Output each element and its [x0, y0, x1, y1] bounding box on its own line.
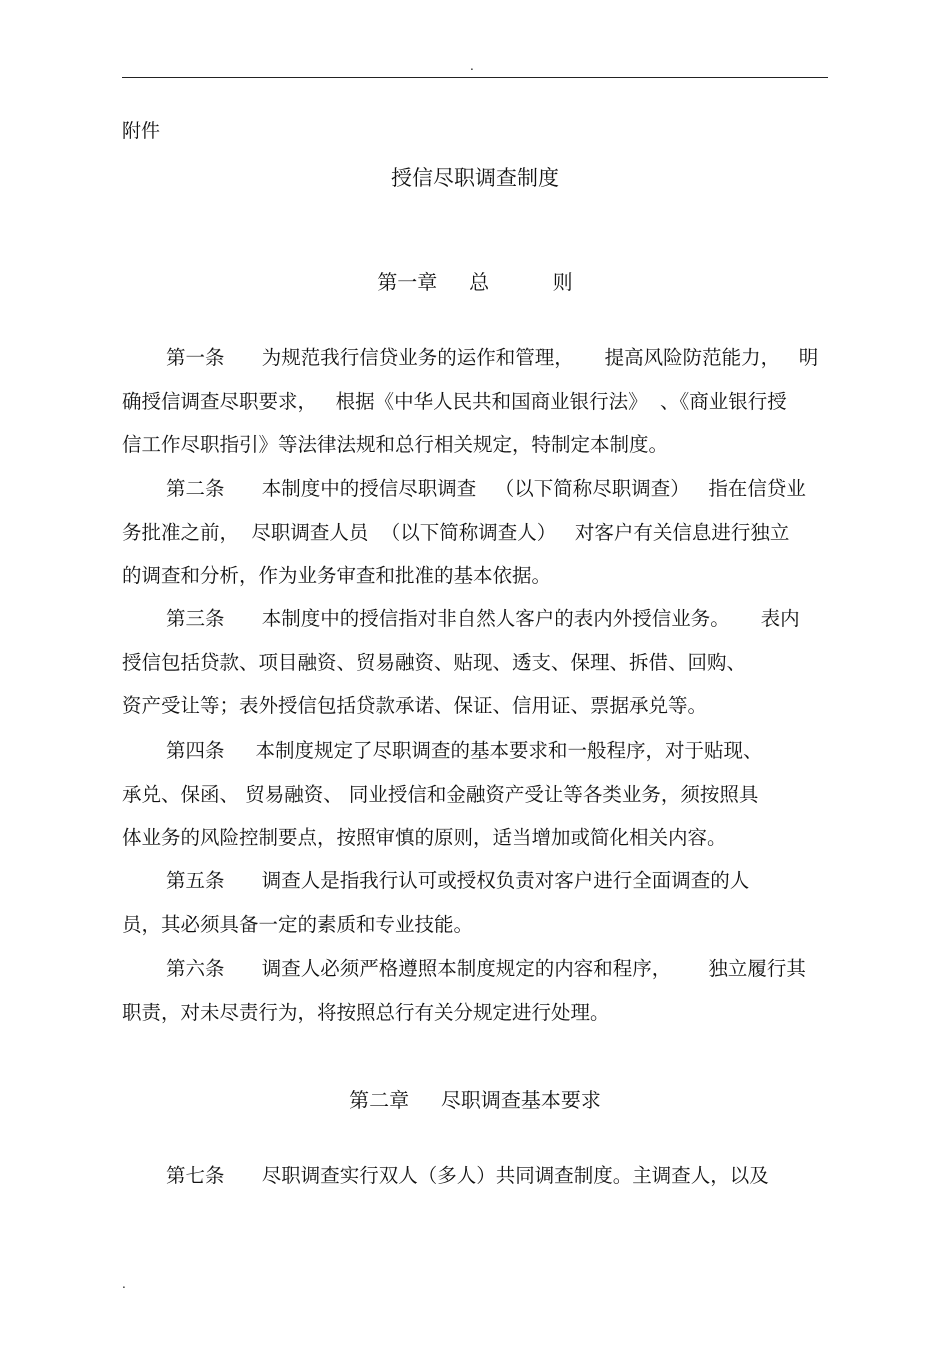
- article-line: 第五条 调查人是指我行认可或授权负责对客户进行全面调查的人: [166, 869, 750, 892]
- article-6: [122, 947, 842, 1034]
- article-2: [122, 467, 842, 598]
- article-line: 第一条 为规范我行信贷业务的运作和管理， 提高风险防范能力， 明: [166, 346, 819, 369]
- document-title: 授信尽职调查制度: [391, 166, 559, 190]
- article-5: [122, 859, 842, 946]
- article-line: 员，其必须具备一定的素质和专业技能。: [122, 912, 474, 936]
- article-4: [122, 729, 842, 860]
- article-3: [122, 597, 842, 728]
- article-line: 第七条 尽职调查实行双人（多人）共同调查制度。主调查人，以及: [166, 1164, 769, 1187]
- article-7: [122, 1154, 842, 1198]
- article-line: 第四条 本制度规定了尽职调查的基本要求和一般程序，对于贴现、: [166, 739, 763, 762]
- chapter-1-heading: 第一章 总 则: [377, 270, 573, 294]
- article-line: 资产受让等；表外授信包括贷款承诺、保证、信用证、票据承兑等。: [122, 694, 708, 717]
- footer-dot: .: [122, 1277, 126, 1291]
- article-line: 信工作尽职指引》等法律法规和总行相关规定，特制定本制度。: [122, 433, 669, 456]
- article-line: 体业务的风险控制要点，按照审慎的原则，适当增加或简化相关内容。: [122, 826, 727, 849]
- article-line: 第六条 调查人必须严格遵照本制度规定的内容和程序， 独立履行其: [166, 957, 806, 980]
- article-line: 第三条 本制度中的授信指对非自然人客户的表内外授信业务。 表内: [166, 607, 800, 630]
- header-rule: [122, 77, 828, 78]
- article-line: 务批准之前， 尽职调查人员 （以下简称调查人） 对客户有关信息进行独立: [122, 520, 790, 544]
- article-line: 承兑、保函、 贸易融资、 同业授信和金融资产受让等各类业务，须按照具: [122, 782, 759, 806]
- article-line: 职责，对未尽责行为，将按照总行有关分规定进行处理。: [122, 1000, 610, 1024]
- article-line: 授信包括贷款、项目融资、贸易融资、贴现、透支、保理、拆借、回购、: [122, 650, 747, 674]
- article-line: 确授信调查尽职要求， 根据《中华人民共和国商业银行法》 、《商业银行授: [122, 389, 787, 413]
- chapter-2-heading: 第二章 尽职调查基本要求: [349, 1088, 601, 1112]
- article-1: [122, 336, 842, 467]
- article-line: 的调查和分析，作为业务审查和批准的基本依据。: [122, 564, 552, 587]
- attachment-label: 附件: [122, 120, 161, 142]
- article-line: 第二条 本制度中的授信尽职调查 （以下简称尽职调查） 指在信贷业: [166, 477, 806, 500]
- header-dot: .: [470, 59, 474, 73]
